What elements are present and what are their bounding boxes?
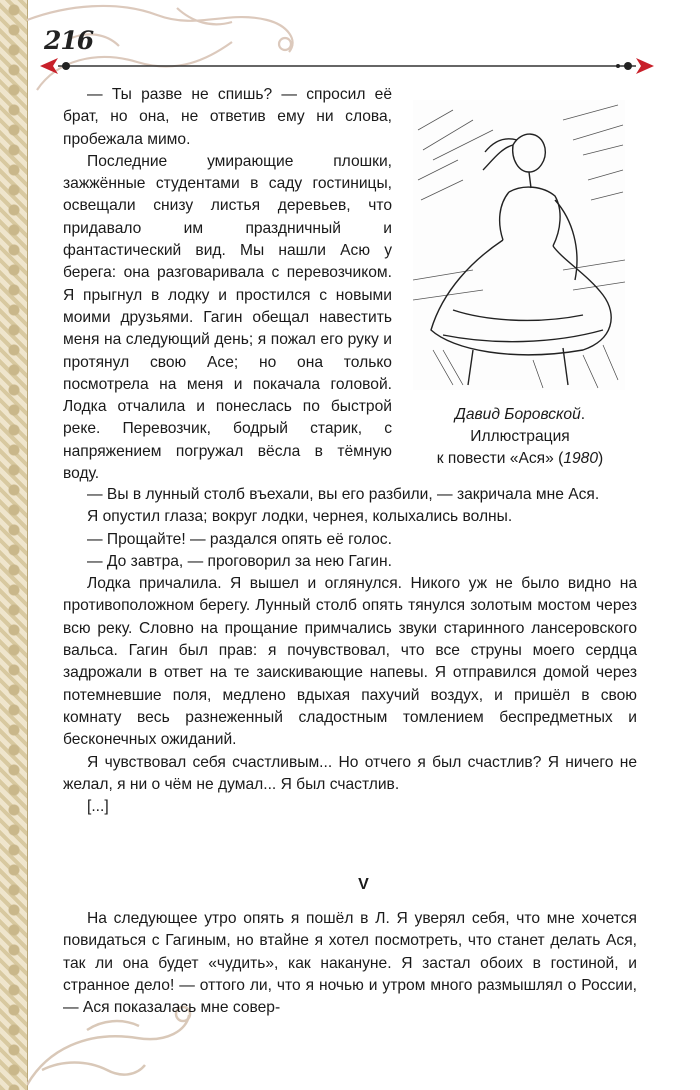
paragraph: [...] [87,798,109,816]
paragraph: На следующее утро опять я пошёл в Л. Я уверял себя, что мне хочется повидаться с Гагиным, но втайне я хотел посмотреть, что станет делать Ася, так ли она будет «чудить», как накануне. Я застал обоих в гостиной, и странное дело! — оттого ли, что я ночью и утром много размышлял о России, — Ася показалась мне совер- [63,910,637,1017]
caption-year: 1980 [563,450,599,467]
decorative-border [0,0,28,1090]
fleuron-left-icon [40,58,70,74]
chapter-heading: V [358,876,369,893]
text-column-top [63,84,392,485]
illustration-image [413,100,625,390]
page-number: 216 [44,26,94,55]
illustration-caption: Давид Боровской. Иллюстрация к повести «Ася» (1980) [405,404,635,470]
caption-text: к повести «Ася» ( [436,450,564,467]
paragraph: — Прощайте! — раздался опять её голос. [87,530,392,548]
caption-line: Иллюстрация [470,428,570,445]
paragraph: Последние умирающие плошки, зажжённые студентами в саду гостиницы, освещали снизу листья деревьев, что придавало им праздничный и фантастический вид. Мы нашли Асю у берега: она разговаривала с перевозчиком. Я прыгнул в лодку и простился с новыми моими друзьями. Гагин обещал навестить меня на следующий день; я пожал его руку и протянул свою Асе; но она только посмотрела на меня и покачала головой. Лодка отчалила и понеслась по быстрой реке. Перевозчик, бодрый старик, с напряжением погружал вёсла в тёмную воду. [63,152,392,483]
paragraph: — Ты разве не спишь? — спросил её брат, но она, не ответив ему ни слова, пробежала мимо. [63,86,392,148]
paragraph: Лодка причалила. Я вышел и оглянулся. Никого уж не было видно на противоположном берегу. Лунный столб опять тянулся золотым мостом через всю реку. Словно на прощание примчались звуки старинного лансеровского вальса. Гагин был прав: я почувствовал, что все струны моего сердца задрожали в ответ на те заискивающие напевы. Я отправился домой через потемневшие поля, медлено вдыхая пахучий воздух, и пришёл в свою комнату весь разнеженный сладостным томлением беспредметных и бесконечных ожиданий. [63,575,637,749]
paragraph: — Вы в лунный столб въехали, вы его разбили, — закричала мне Ася. [87,486,600,503]
text-column-main [63,484,637,818]
paragraph: — До завтра, — проговорил за нею Гагин. [87,552,392,570]
paragraph: Я опустил глаза; вокруг лодки, чернея, колыхались волны. [87,508,513,526]
text-column-bottom [63,908,637,1019]
caption-text: ) [598,450,604,467]
header-rule [36,44,656,84]
caption-author: Давид Боровской [454,406,581,423]
paragraph: Я чувствовал себя счастливым... Но отчего я был счастлив? Я ничего не желал, я ни о чём не думал... Я был счастлив. [63,753,637,793]
